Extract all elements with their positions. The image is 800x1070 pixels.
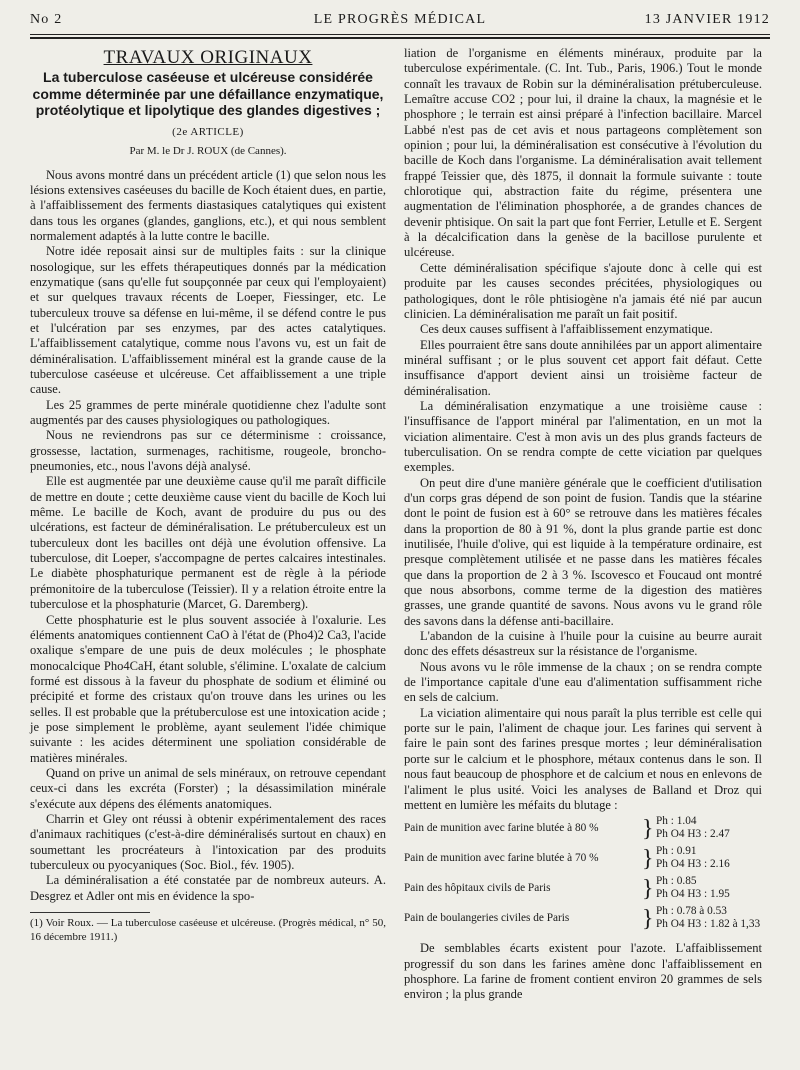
paragraph: Nous avons montré dans un précédent article (1) que selon nous les lésions extensives caséeuses du bacille de Koch étaient dues, en partie, à l'affaiblissement des ferments diastasiques catalytiques qui existent dans tous les organes (glandes, ganglions, etc.), et qui nous semblent normalement adaptés à la lutte contre le bacille.	[30, 167, 386, 243]
bread-analysis-table	[404, 815, 762, 935]
paragraph: Notre idée reposait ainsi sur de multiples faits : sur la clinique nosologique, sur les effets thérapeutiques donnés par la médication enzymatique (sans qu'elle fut soupçonnée par ceux qui l'employaient) et sur quelques travaux récents de Loeper, Fiessinger, etc. Le tuberculeux trouve sa défense en lui-même, il se défend contre le pus et l'ulcération par ses enzymes, par des actes catalytiques. L'affaiblissement catalytique, comme nous l'avons vu, est un fait de déminéralisation. L'affaiblissement minéral est la grande cause de la tuberculose caséeuse et ulcéreuse. Cet affaiblissement a une triple cause.	[30, 244, 386, 397]
paragraph: On peut dire d'une manière générale que le coefficient d'utilisation d'un corps gras dépend de son point de fusion. Tandis que la stéarine dont le point de fusion est à 60° se retrouve dans les matières fécales dans la proportion de 80 à 91 %, dont la plus grande partie est donc inutilisée, l'huile d'olive, qui est liquide à la température ordinaire, est presque complètement utilisée et ne passe dans les matières fécales que dans la proportion de 2 à 3 %. Iscovesco et Foucaud ont montré que nous absorbons, comme terme de la digestion des matières grasses, une grande quantité de savons. Nous avons vu le grand rôle des savons dans la défense anti-bacillaire.	[404, 475, 762, 628]
table-label: Pain des hôpitaux civils de Paris	[404, 882, 551, 895]
section-title: TRAVAUX ORIGINAUX	[103, 47, 313, 68]
paragraph: La déminéralisation enzymatique a une troisième cause : l'insuffisance de l'apport minéral par l'alimentation, en un mot la viciation alimentaire. C'est à mon avis un des plus grands facteurs de tuberculisation. On se rendra compte de cette viciation par quelques exemples.	[404, 398, 762, 475]
footnote-rule	[30, 912, 150, 913]
right-column	[404, 46, 762, 1003]
brace: }	[642, 816, 654, 843]
paragraph: Nous ne reviendrons pas sur ce déterminisme : croissance, grossesse, lactation, surmenages, rachitisme, rougeole, broncho-pneumonies, etc., nous l'avons déjà analysé.	[30, 428, 386, 474]
table-row	[404, 845, 762, 875]
paragraph: Les 25 grammes de perte minérale quotidienne chez l'adulte sont augmentés par des causes physiologiques ou pathologiques.	[30, 397, 386, 428]
table-row	[404, 875, 762, 905]
table-label: Pain de boulangeries civiles de Paris	[404, 912, 570, 925]
table-values	[656, 905, 760, 931]
ph-value: Ph : 1.04	[656, 815, 697, 828]
ph-value: Ph : 0.85	[656, 875, 697, 888]
paragraph: Quand on prive un animal de sels minéraux, on retrouve cependant ceux-ci dans les excréta (Forster) ; la désassimilation minérale s'exécute aux dépens des éléments anatomiques.	[30, 765, 386, 811]
table-values	[656, 815, 730, 841]
header-rule-thick	[30, 37, 770, 39]
table-label: Pain de munition avec farine blutée à 70 %	[404, 852, 599, 865]
brace: }	[642, 906, 654, 933]
paragraph: Ces deux causes suffisent à l'affaiblissement enzymatique.	[420, 322, 713, 337]
ph-value: Ph : 0.78 à 0.53	[656, 905, 727, 918]
table-label: Pain de munition avec farine blutée à 80 %	[404, 822, 599, 835]
ph-value: Ph : 0.91	[656, 845, 697, 858]
acid-value: Ph O4 H3 : 1.82 à 1,33	[656, 918, 761, 931]
article-subtitle: (2e ARTICLE)	[172, 125, 244, 138]
issue-date: 13 JANVIER 1912	[644, 12, 770, 27]
acid-value: Ph O4 H3 : 2.47	[656, 828, 730, 841]
paragraph: La viciation alimentaire qui nous paraît la plus terrible est celle qui porte sur le pain, l'aliment de chaque jour. Les farines qui servent à faire le pain sont des farines presque mortes ; leur déminéralisation porte sur le calcium et le phosphore, métaux contenus dans le son. Il nous faut beaucoup de phosphore et de calcium et nous en enlevons de l'aliment le plus usité. Voici les analyses de Balland et Droz qui mettent en lumière les méfaits du blutage :	[404, 705, 762, 812]
running-header	[30, 12, 770, 34]
paragraph: La déminéralisation a été constatée par de nombreux auteurs. A. Desgrez et Adler ont mis en évidence la spo-	[30, 873, 386, 903]
paragraph: L'abandon de la cuisine à l'huile pour la cuisine au beurre aurait donc des effets désastreux sur la résistance de l'organisme.	[404, 629, 762, 659]
paragraph: Cette déminéralisation spécifique s'ajoute donc à celle qui est produite par les causes secondes précitées, physiologiques ou pathologiques, dont le rôle phtisiogène n'a jamais été nié par aucun clinicien. La déminéralisation me paraît un fait positif.	[404, 260, 762, 321]
left-column	[30, 46, 386, 944]
paragraph: Nous avons vu le rôle immense de la chaux ; on se rendra compte de l'importance capitale d'une eau d'alimentation suffisamment riche en sels de calcium.	[404, 659, 762, 705]
header-rule	[30, 34, 770, 35]
paragraph: Cette phosphaturie est le plus souvent associée à l'oxalurie. Les éléments anatomiques contiennent CaO à l'état de (Pho4)2 Ca3, l'acide oxalique s'empare de une puis de deux molécules ; le phosphate monocalcique Pho4CaH, étant soluble, s'élimine. L'oxalate de calcium formé est dissous à la faveur du phosphate de sodium et éliminé ou précipité et forme des cristaux qu'on trouve dans les urines ou les selles. Il est probable que la prétuberculose est une intoxication acide ; je pose simplement le problème, ayant seulement l'idée chimique suivante : les acides déterminent une spoliation considérable de matières minérales.	[30, 612, 386, 765]
table-row	[404, 905, 762, 935]
journal-name: LE PROGRÈS MÉDICAL	[313, 12, 487, 27]
acid-value: Ph O4 H3 : 1.95	[656, 888, 730, 901]
paragraph: Charrin et Gley ont réussi à obtenir expérimentalement des races d'animaux rachitiques (c'est-à-dire déminéralisés surtout en chaux) en soumettant les procréateurs à l'intoxication par des produits tuberculeux ou pyocyaniques (Soc. Biol., fév. 1905).	[30, 811, 386, 872]
table-row	[404, 815, 762, 845]
paragraph: liation de l'organisme en éléments minéraux, produite par la tuberculose expérimentale. (C. Int. Tub., Paris, 1906.) Tout le monde connaît les travaux de Robin sur la déminéralisation prétuberculeuse. Lemaître accuse CO2 ; pour lui, il draine la chaux, la magnésie et le phosphore ; le terrain est ainsi préparé à l'infection bacillaire. Marcel Labbé n'est pas de cet avis et nous partageons complètement son opinion ; pour lui, la déminéralisation est consécutive à l'évolution du bacille de Koch dans l'organisme. La déminéralisation avait tellement frappé Teissier que, dès 1875, il donnait la formule suivante : toute chlorotique qui, abstraction faite du régime, présentera une augmentation de l'élimination phosphorée, a de grandes chances de devenir phtisique. On sait la part que font Ferrier, Letulle et E. Sergent à la décalcification dans la genèse de la bacillose purulente et ulcéreuse.	[404, 46, 762, 260]
footnote: (1) Voir Roux. — La tuberculose caséeuse et ulcéreuse. (Progrès médical, n° 50, 16 décembre 1911.)	[30, 917, 386, 943]
paragraph: De semblables écarts existent pour l'azote. L'affaiblissement progressif du son dans les farines amène donc l'affaiblissement en phosphore. La farine de froment contient environ 20 grammes de sels environ ; la plus grande	[404, 941, 762, 1002]
acid-value: Ph O4 H3 : 2.16	[656, 858, 730, 871]
article-title: La tuberculose caséeuse et ulcéreuse considérée comme déterminée par une défaillance enzymatique, protéolytique et lipolytique des glandes digestives ;	[32, 69, 384, 119]
table-values	[656, 875, 730, 901]
issue-number: No 2	[30, 12, 63, 27]
paragraph: Elle est augmentée par une deuxième cause qu'il me paraît difficile de mettre en doute ; cette deuxième cause vient du bacille de Koch lui même. Le bacille de Koch, avant de produire du pus ou des ulcérations, est facteur de déminéralisation. Le prétuberculeux est un tuberculeux dont les bacilles ont déjà une évolution offensive. La tuberculose, dit Loeper, s'accompagne de pertes calcaires intestinales. Le diabète phosphaturique permanent est de règle à la période prémonitoire de la tuberculose (Teissier). Il y a relation étroite entre la tuberculose et la phosphaturie (Marcet, G. Daremberg).	[30, 474, 386, 612]
paragraph: Elles pourraient être sans doute annihilées par un apport alimentaire minéral suffisant ; or le plus souvent cet apport fait défaut. Cette insuffisance d'apport devient ainsi un troisième facteur de déminéralisation.	[404, 337, 762, 398]
brace: }	[642, 846, 654, 873]
article-author: Par M. le Dr J. ROUX (de Cannes).	[129, 145, 287, 158]
brace: }	[642, 876, 654, 903]
table-values	[656, 845, 730, 871]
